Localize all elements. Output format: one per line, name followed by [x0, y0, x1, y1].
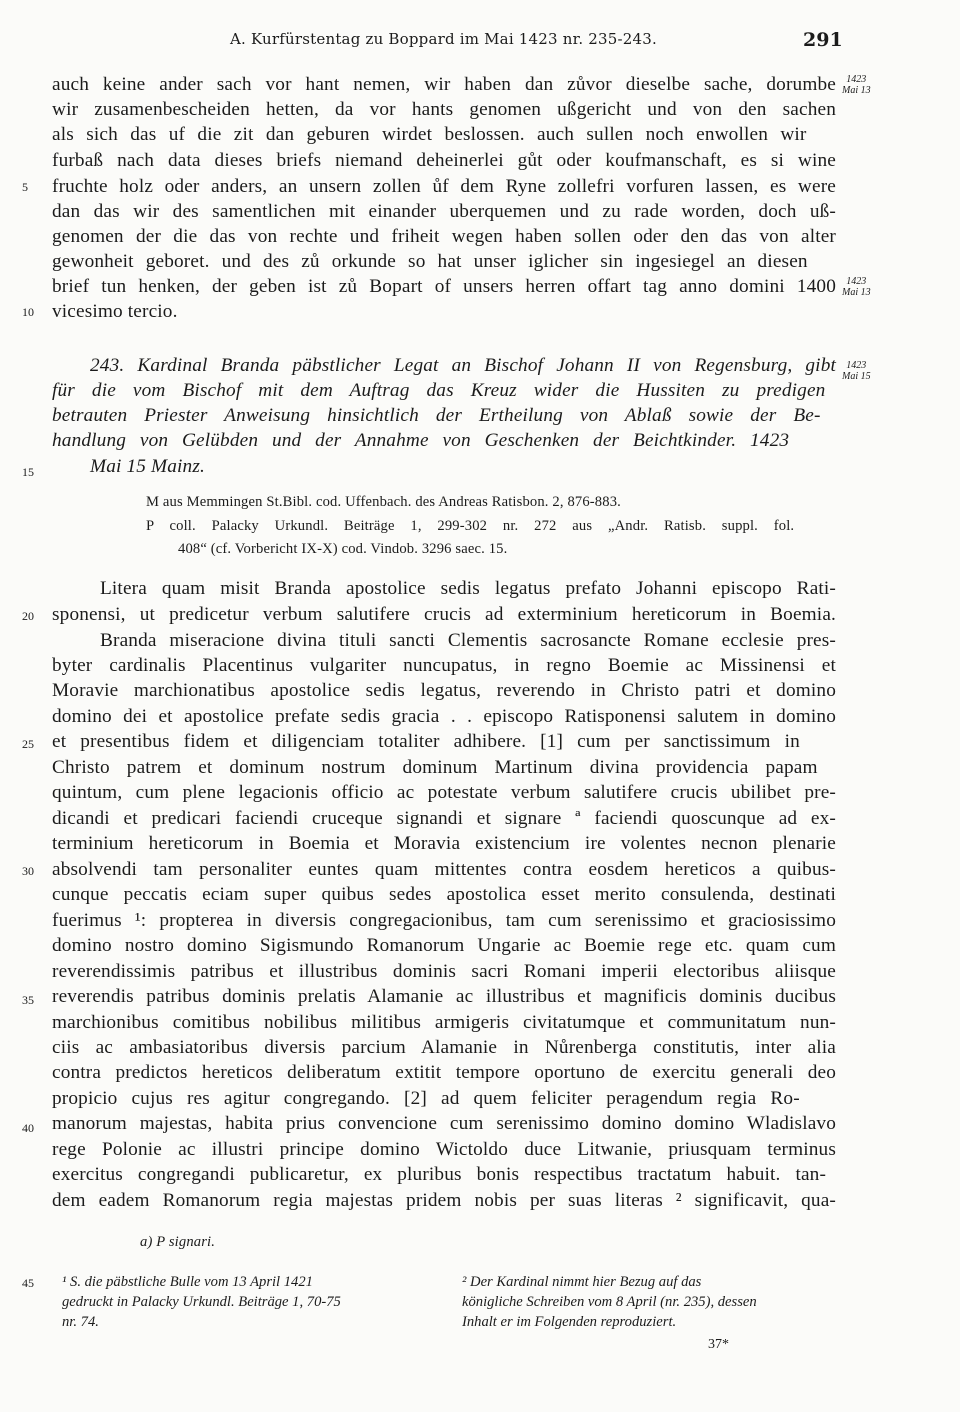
text-line: rege Polonie ac illustri principe domino Wictoldo duce Litwanie, priusquam terminus [52, 1139, 836, 1160]
text-line: et presentibus fidem et diligenciam totaliter adhibere. [1] cum per sanctissimum in [52, 731, 800, 752]
text-line: terminium hereticorum in Boemia et Moravia existencium ire volentes necnon plenarie [52, 833, 836, 854]
margin-note-year: 1423 [846, 360, 867, 371]
footnote-left [62, 1272, 341, 1332]
text-line: gewonheit geboret. und des zů orkunde so hat unser iglicher sin ingesiegel an diesen [52, 251, 808, 272]
source-line: M aus Memmingen St.Bibl. cod. Uffenbach. des Andreas Ratisbon. 2, 876-883. [146, 494, 621, 510]
margin-date-note [842, 360, 871, 382]
text-line: reverendissimis patribus et illustribus dominis sacri Romani imperii electoribus aliisque [52, 961, 836, 982]
text-line: sponensi, ut predicetur verbum salutifere crucis ad exterminium hereticorum in Boemia. [52, 604, 836, 625]
text-line: propicio cujus res agitur congregando. [2] ad quem feliciter peragendum regia Ro- [52, 1088, 800, 1109]
margin-note-date: Mai 15 [842, 371, 871, 382]
margin-date-note [842, 276, 871, 298]
text-line: byter cardinalis Placentinus vulgariter nuncupatus, in regno Boemie ac Missinensi et [52, 655, 836, 676]
line-number: 30 [22, 864, 34, 878]
source-line: P coll. Palacky Urkundl. Beiträge 1, 299-302 nr. 272 aus „Andr. Ratisb. suppl. fol. [146, 518, 795, 534]
text-line: dem eadem Romanorum regia majestas pridem nobis per suas literas ² significavit, qua- [52, 1190, 836, 1211]
footnote-right [462, 1272, 757, 1332]
document-heading-line: Mai 15 Mainz. [90, 456, 205, 477]
document-heading-line: handlung von Gelübden und der Annahme von Geschenken der Beichtkinder. 1423 [52, 430, 790, 451]
text-line: reverendis patribus dominis prelatis Alamanie ac illustribus et magnificis dominis ducibus [52, 986, 836, 1007]
text-line: vicesimo tercio. [52, 301, 178, 322]
margin-note-year: 1423 [846, 276, 867, 287]
text-line: auch keine ander sach vor hant nemen, wir haben dan zůvor dieselbe sache, dorumbe [52, 74, 836, 95]
sheet-signature: 37* [708, 1337, 729, 1352]
text-line: cunque peccatis eciam super quibus sedes apostolica esset merito consulenda, destinati [52, 884, 836, 905]
line-number: 20 [22, 609, 34, 623]
document-heading-line: für die vom Bischof mit dem Auftrag das Kreuz wider die Hussiten zu predigen [52, 380, 826, 401]
line-number: 5 [22, 180, 28, 194]
text-line: domino dei et apostolice prefate sedis gracia . . episcopo Ratisponensi salutem in domino [52, 706, 836, 727]
text-line: ciis ac ambasiatoribus diversis parcium Alamanie in Nůrenberga constitutis, inter alia [52, 1037, 836, 1058]
text-line: domino nostro domino Sigismundo Romanorum Ungarie ac Boemie rege etc. quam cum [52, 935, 836, 956]
text-line: fruchte holz oder anders, an unsern zollen ůf dem Ryne zollefri vorfuren lassen, es were [52, 176, 836, 197]
footnote-line: ² Der Kardinal nimmt hier Bezug auf das [462, 1274, 702, 1290]
text-line: brief tun henken, der geben ist zů Bopart of unsers herren offart tag anno domini 1400 [52, 276, 836, 297]
text-line: Moravie marchionatibus apostolice sedis legatus, reverendo in Christo patri et domino [52, 680, 836, 701]
page-number: 291 [803, 29, 843, 51]
margin-note-year: 1423 [846, 74, 867, 85]
text-line: dan das wir des samentlichen mit einander uberquemen und zu rade worden, doch uß- [52, 201, 836, 222]
text-line: wir zusamenbescheiden hetten, da vor hants genomen ußgericht und von den sachen [52, 99, 836, 120]
line-number: 15 [22, 465, 34, 479]
apparatus-note: a) P signari. [140, 1234, 216, 1250]
footnote-line: ¹ S. die päbstliche Bulle vom 13 April 1421 [62, 1274, 313, 1290]
text-line: marchionibus comitibus nobilibus militibus armigeris civitatumque et communitatum nun- [52, 1012, 836, 1033]
document-heading-line: betrauten Priester Anweisung hinsichtlich der Ertheilung von Ablaß sowie der Be- [52, 405, 821, 426]
text-line: quintum, cum plene legacionis officio ac potestate verbum salutifere crucis ubilibet pre- [52, 782, 836, 803]
text-line: absolvendi tam personaliter euntes quam mittentes contra eosdem hereticos a quibus- [52, 859, 836, 880]
running-head: A. Kurfürstentag zu Boppard im Mai 1423 nr. 235-243. [230, 30, 657, 48]
text-line: fuerimus ¹: propterea in diversis congregacionibus, tam cum serenissimo et graciosissimo [52, 910, 836, 931]
footnote-line: nr. 74. [62, 1314, 99, 1330]
text-line: contra predictos hereticos deliberatum extitit tempore oportuno de exercitu generali deo [52, 1062, 836, 1083]
line-number: 25 [22, 737, 34, 751]
margin-date-note [842, 74, 871, 96]
footnote-line: gedruckt in Palacky Urkundl. Beiträge 1, 70-75 [62, 1294, 341, 1310]
text-line: exercitus congregandi publicaretur, ex pluribus bonis respectibus tractatum habuit. tan- [52, 1164, 827, 1185]
text-line: genomen der die das von rechte und friheit wegen haben sollen oder den das von alter [52, 226, 836, 247]
line-number: 45 [22, 1276, 34, 1290]
line-number: 10 [22, 305, 34, 319]
line-number: 40 [22, 1121, 34, 1135]
text-line: Christo patrem et dominum nostrum dominum Martinum divina providencia papam [52, 757, 818, 778]
margin-note-date: Mai 13 [842, 287, 871, 298]
document-heading-line: 243. Kardinal Branda päbstlicher Legat an Bischof Johann II von Regensburg, gibt [90, 355, 836, 376]
footnote-line: Inhalt er im Folgenden reproduziert. [462, 1314, 677, 1330]
text-line: manorum majestas, habita prius convencione cum serenissimo domino domino Wladislavo [52, 1113, 836, 1134]
line-number: 35 [22, 993, 34, 1007]
text-line: Branda miseracione divina tituli sancti Clementis sacrosancte Romane ecclesie pres- [100, 630, 836, 651]
text-line: als sich das uf die zit dan geburen wirdet beslossen. auch sullen noch enwollen wir [52, 124, 807, 145]
footnote-line: königliche Schreiben vom 8 April (nr. 235), dessen [462, 1294, 757, 1310]
text-line: dicandi et predicari faciendi cruceque signandi et signare ª faciendi quoscunque ad ex- [52, 808, 836, 829]
text-line: furbaß nach data dieses briefs niemand deheinerlei gůt oder koufmanschaft, es si wine [52, 150, 836, 171]
source-line: 408“ (cf. Vorbericht IX-X) cod. Vindob. 3296 saec. 15. [178, 541, 508, 557]
margin-note-date: Mai 13 [842, 85, 871, 96]
text-line: Litera quam misit Branda apostolice sedis legatus prefato Johanni episcopo Rati- [100, 578, 836, 599]
